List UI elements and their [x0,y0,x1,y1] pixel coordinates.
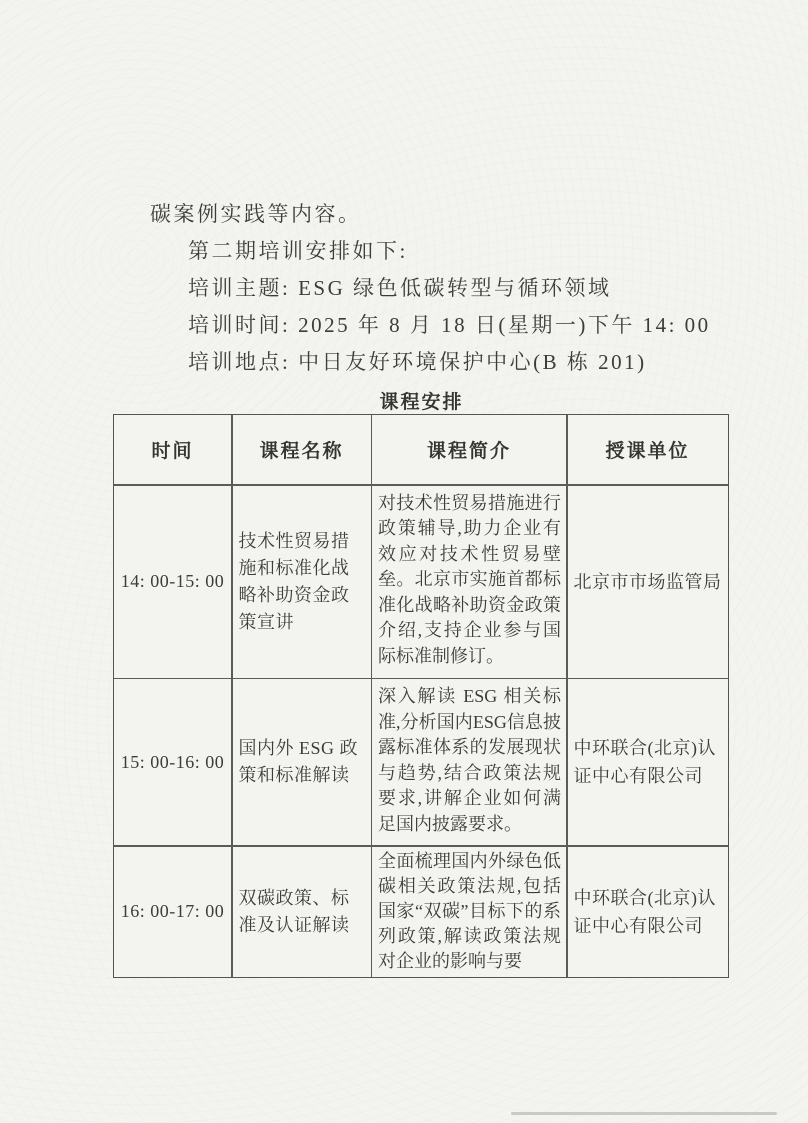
header-cell-unit: 授课单位 [568,415,728,484]
table-row-3-unit: 中环联合(北京)认证中心有限公司 [568,847,728,977]
table-row-3-course-name: 双碳政策、标准及认证解读 [233,847,371,977]
schedule-table [113,414,729,978]
table-row-2-course-intro: 深入解读 ESG 相关标准,分析国内ESG信息披露标准体系的发展现状与趋势,结合政策法规要求,讲解企业如何满足国内披露要求。 [372,679,566,845]
intro-paragraph [0,203,808,388]
header-cell-course-intro: 课程简介 [372,415,566,484]
table-row-1-unit: 北京市市场监管局 [568,486,728,678]
table-row-1-time: 14: 00-15: 00 [114,486,231,678]
table-row-3-course-intro: 全面梳理国内外绿色低碳相关政策法规,包括国家“双碳”目标下的系列政策,解读政策法规对企业的影响与要 [372,847,566,977]
table-row-1-course-intro: 对技术性贸易措施进行政策辅导,助力企业有效应对技术性贸易壁垒。北京市实施首都标准化战略补助资金政策介绍,支持企业参与国际标准制修订。 [372,486,566,678]
table-row-2-course-name: 国内外 ESG 政策和标准解读 [233,679,371,845]
table-row-2-unit: 中环联合(北京)认证中心有限公司 [568,679,728,845]
table-row-2-time: 15: 00-16: 00 [114,679,231,845]
scan-shadow-artifact [511,1112,777,1115]
table-row-1-course-name: 技术性贸易措施和标准化战略补助资金政策宣讲 [233,486,371,678]
schedule-table-title: 课程安排 [379,392,464,413]
header-cell-time: 时间 [114,415,231,484]
header-cell-course-name: 课程名称 [233,415,371,484]
paragraph-line-topic: 培训主题: ESG 绿色低碳转型与循环领域 [188,276,612,300]
paragraph-line-location: 培训地点: 中日友好环境保护中心(B 栋 201) [188,350,647,374]
table-row-3-time: 16: 00-17: 00 [114,847,231,977]
paragraph-line-session-intro: 第二期培训安排如下: [188,239,408,263]
paragraph-line-continuation: 碳案例实践等内容。 [150,202,362,226]
paragraph-line-time: 培训时间: 2025 年 8 月 18 日(星期一)下午 14: 00 [188,313,711,337]
